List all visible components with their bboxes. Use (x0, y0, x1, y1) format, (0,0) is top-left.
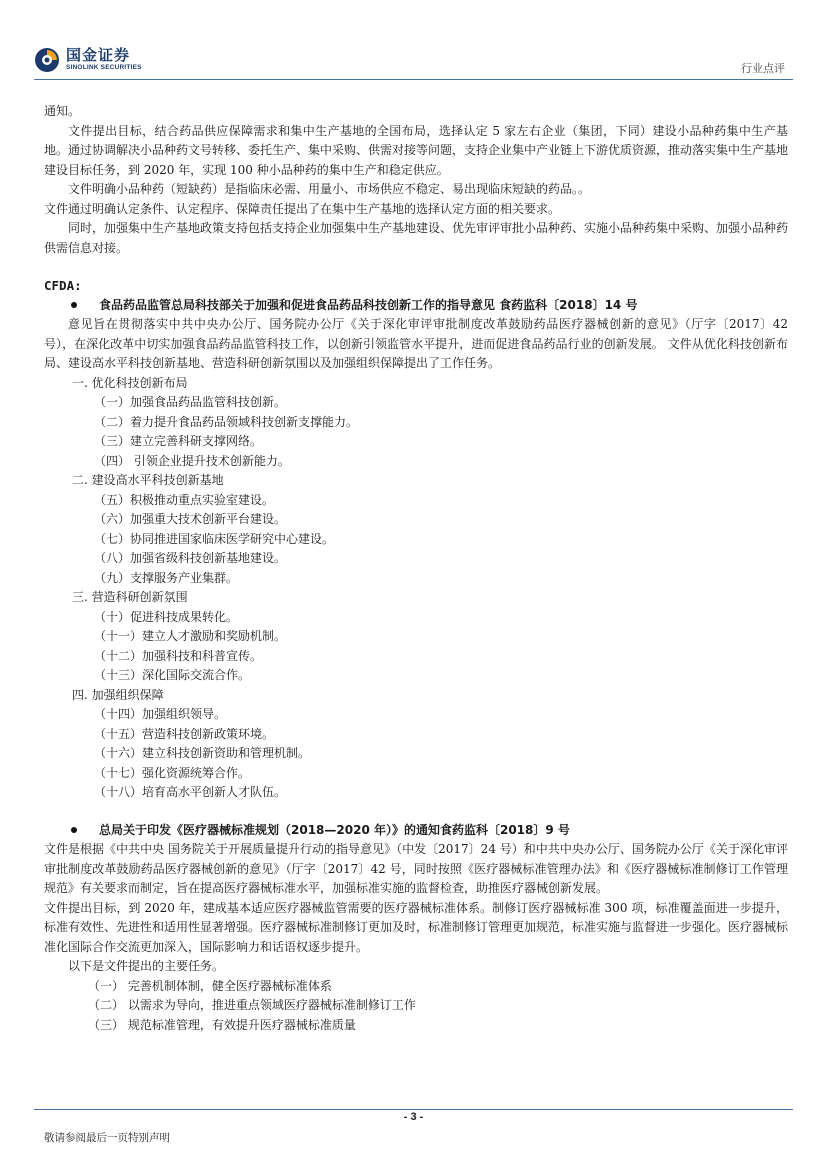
outline-heading: 一. 优化科技创新布局 (72, 375, 188, 390)
disclaimer-note: 敬请参阅最后一页特别声明 (44, 1132, 170, 1144)
outline-item: （三）建立完善科研支撑网络。 (94, 434, 263, 448)
outline-item: （七）协同推进国家临床医学研究中心建设。 (94, 531, 335, 546)
footer-divider (34, 1109, 793, 1110)
intro-paragraph: 文件明确小品种药（短缺药）是指临床必需、用量小、市场供应不稳定、易出现临床短缺的药品。。 (68, 182, 591, 196)
report-type-label: 行业点评 (741, 62, 785, 75)
main-content (44, 102, 788, 1035)
outline-item: （九）支撑服务产业集群。 (94, 570, 239, 585)
intro-paragraph: 文件提出目标，结合药品供应保障需求和集中生产基地的全国布局，选择认定 5 家左右企业（集团，下同）建设小品种药集中生产基地。通过协调解决小品种药文号转移、委托生产、集中采购、供需对接等问题，支持企业集中产业链上下游优质资源，推动落实集中生产基地建设目标任务，到 2020 年，实现 100 种小品种药的集中生产和稳定供应。 (44, 123, 789, 177)
page-header (0, 0, 827, 82)
outline-item: （一）加强食品药品监管科技创新。 (94, 395, 287, 409)
section-label-cfda: CFDA: (44, 278, 82, 293)
bullet-heading-text: 总局关于印发《医疗器械标准规划（2018—2020 年）》的通知食药监科〔2018〕9 号 (99, 822, 570, 837)
outline-item: （四） 引领企业提升技术创新能力。 (94, 453, 290, 468)
page-number: - 3 - (403, 1111, 424, 1123)
outline-item: （十八）培育高水平创新人才队伍。 (94, 785, 287, 799)
intro-paragraph: 同时，加强集中生产基地政策支持包括支持企业加强集中生产基地建设、优先审评审批小品种药、实施小品种药集中采购、加强小品种药供需信息对接。 (44, 221, 789, 255)
outline-heading: 四. 加强组织保障 (72, 687, 164, 702)
logo-chinese-name: 国金证券 (66, 46, 131, 65)
outline-item: （十七）强化资源统筹合作。 (94, 765, 251, 780)
body-paragraph: 文件提出目标，到 2020 年，建成基本适应医疗器械监管需要的医疗器械标准体系。制修订医疗器械标准 300 项，标准覆盖面进一步提升，标准有效性、先进性和适用性显著增强。医疗器械标准制修订更加及时，标准制修订管理更加规范，标准实施与监督进一步强化。医疗器械标准化国际合作交流更加深入，国际影响力和话语权逐步提升。 (44, 900, 789, 954)
bullet-icon (71, 827, 77, 833)
outline-heading: 二. 建设高水平科技创新基地 (72, 473, 224, 487)
outline-item: （十）促进科技成果转化。 (94, 609, 239, 624)
outline-item: （十一）建立人才激励和奖励机制。 (94, 629, 287, 643)
company-logo (34, 47, 142, 73)
task-item: （二） 以需求为导向，推进重点领域医疗器械标准制修订工作 (88, 998, 416, 1012)
body-paragraph: 以下是文件提出的主要任务。 (68, 959, 225, 973)
bullet-heading-text: 食品药品监管总局科技部关于加强和促进食品药品科技创新工作的指导意见 食药监科〔2018〕14 号 (99, 297, 638, 312)
header-divider (34, 79, 793, 80)
task-item: （一） 完善机制体制，健全医疗器械标准体系 (88, 978, 332, 993)
outline-item: （十三）深化国际交流合作。 (94, 668, 251, 682)
outline-item: （十六）建立科技创新资助和管理机制。 (94, 746, 311, 760)
outline-item: （二）着力提升食品药品领域科技创新支撑能力。 (94, 414, 359, 429)
sinolink-logo-icon (34, 47, 60, 73)
outline-item: （十四）加强组织领导。 (94, 707, 227, 721)
outline-item: （十五）营造科技创新政策环境。 (94, 726, 275, 741)
body-paragraph: 意见旨在贯彻落实中共中央办公厅、国务院办公厅《关于深化审评审批制度改革鼓励药品医疗器械创新的意见》（厅字〔2017〕42 号），在深化改革中切实加强食品药品监管科技工作，以创新引领监管水平提升，进而促进食品药品行业的创新发展。 文件从优化科技创新布局、建设高水平科技创新基地、营造科研创新氛围以及加强组织保障提出了工作任务。 (44, 317, 788, 370)
bullet-heading (44, 821, 788, 841)
bullet-icon (71, 302, 77, 308)
intro-paragraph: 文件通过明确认定条件、认定程序、保障责任提出了在集中生产基地的选择认定方面的相关要求。 (44, 201, 561, 216)
bullet-heading (44, 296, 788, 316)
outline-item: （十二）加强科技和科普宣传。 (94, 648, 263, 663)
outline-item: （八）加强省级科技创新基地建设。 (94, 551, 287, 565)
outline-item: （五）积极推动重点实验室建设。 (94, 492, 275, 507)
outline-item: （六）加强重大技术创新平台建设。 (94, 512, 287, 526)
task-item: （三） 规范标准管理，有效提升医疗器械标准质量 (88, 1017, 356, 1032)
outline-heading: 三. 营造科研创新氛围 (72, 590, 188, 604)
body-paragraph: 文件是根据《中共中央 国务院关于开展质量提升行动的指导意见》（中发〔2017〕24 号）和中共中央办公厅、国务院办公厅《关于深化审评审批制度改革鼓励药品医疗器械创新的意见》（厅字〔2017〕42 号，同时按照《医疗器械标准管理办法》和《医疗器械标准制修订工作管理规范》有关要求而制定，旨在提高医疗器械标准水平，加强标准实施的监督检查，助推医疗器械创新发展。 (44, 842, 788, 895)
logo-english-name: SINOLINK SECURITIES (66, 64, 142, 72)
intro-paragraph: 通知。 (44, 104, 81, 118)
